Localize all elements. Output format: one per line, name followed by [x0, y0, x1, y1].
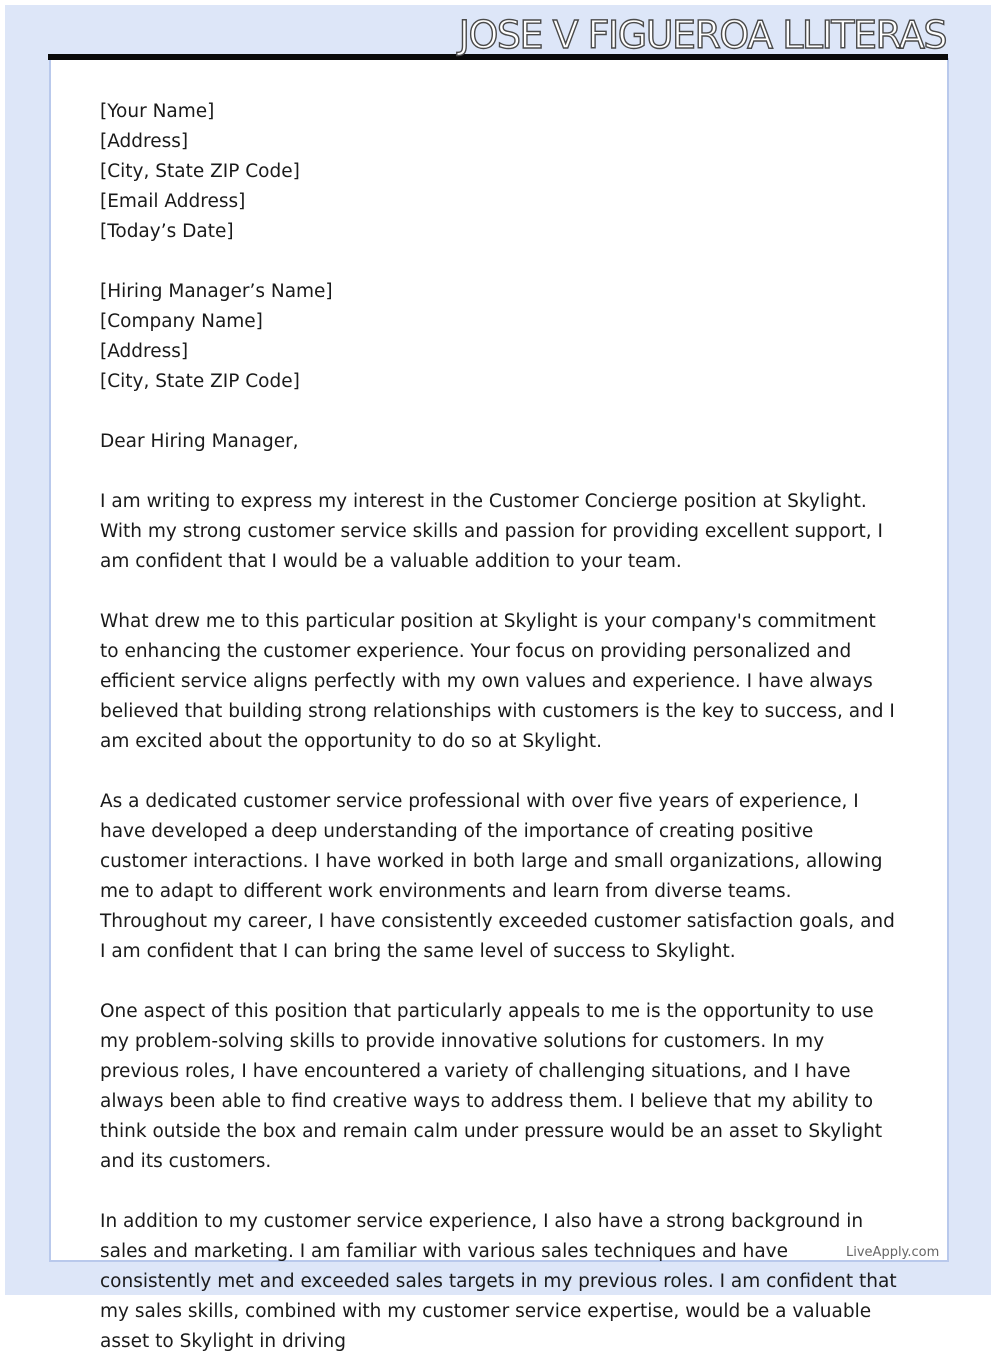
watermark-text: LiveApply.com — [846, 1245, 940, 1260]
spacer — [100, 247, 900, 277]
salutation: Dear Hiring Manager, — [100, 431, 299, 452]
recipient-address: [Address] — [100, 341, 189, 362]
recipient-company: [Company Name] — [100, 311, 263, 332]
body-paragraph: What drew me to this particular position at Skylight is your company's commitment to enhancing the customer experience. Your focus on providing personalized and efficient service aligns perfectly with my own values and experience. I have always believed that building strong relationships with customers is the key to success, and I am excited about the opportunity to do so at Skylight. — [100, 611, 895, 752]
body-paragraph: In addition to my customer service experience, I also have a strong background in sales and marketing. I am familiar with various sales techniques and have consistently met and exceeded sales targets in my previous roles. I am confident that my sales skills, combined with my customer service expertise, would be a valuable asset to Skylight in driving — [100, 1211, 897, 1352]
body-paragraph: As a dedicated customer service professional with over five years of experience, I have developed a deep understanding of the importance of creating positive customer interactions. I have worked in both large and small organizations, allowing me to adapt to different work environments and learn from diverse teams. Throughout my career, I have consistently exceeded customer satisfaction goals, and I am confident that I can bring the same level of success to Skylight. — [100, 791, 895, 962]
body-paragraph: I am writing to express my interest in the Customer Concierge position at Skylight. With my strong customer service skills and passion for providing excellent support, I am confident that I would be a valuable addition to your team. — [100, 491, 883, 572]
applicant-name-heading: JOSE V FIGUEROA LLITERAS — [458, 13, 946, 57]
sender-address: [Address] — [100, 131, 189, 152]
body-paragraph: One aspect of this position that particularly appeals to me is the opportunity to use my problem-solving skills to provide innovative solutions for customers. In my previous roles, I have encountered a variety of challenging situations, and I have always been able to find creative ways to address them. I believe that my ability to think outside the box and remain calm under pressure would be an asset to Skylight and its customers. — [100, 1001, 883, 1172]
spacer — [100, 757, 900, 787]
sender-name: [Your Name] — [100, 101, 215, 122]
spacer — [100, 397, 900, 427]
letter-body — [100, 97, 900, 1352]
sender-city-state-zip: [City, State ZIP Code] — [100, 161, 300, 182]
spacer — [100, 457, 900, 487]
spacer — [100, 1177, 900, 1207]
spacer — [100, 967, 900, 997]
sender-email: [Email Address] — [100, 191, 246, 212]
spacer — [100, 577, 900, 607]
recipient-manager-name: [Hiring Manager’s Name] — [100, 281, 333, 302]
recipient-city-state-zip: [City, State ZIP Code] — [100, 371, 300, 392]
letter-date: [Today’s Date] — [100, 221, 234, 242]
